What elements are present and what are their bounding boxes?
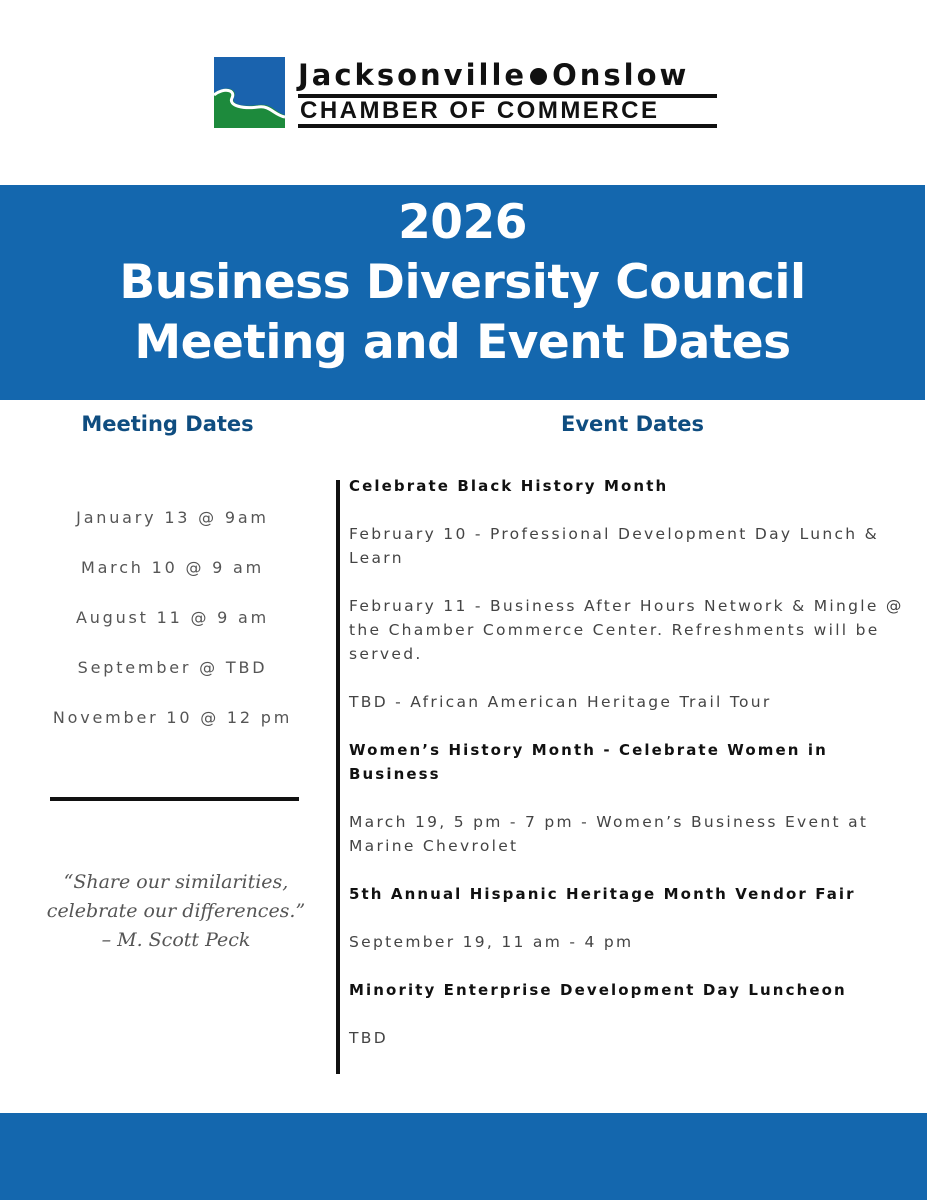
event-category: Minority Enterprise Development Day Luncheon [349,981,847,999]
footer-band [0,1113,927,1200]
event-item: September 19, 11 am - 4 pm [349,933,634,951]
logo-dot [530,68,547,85]
column-separator [336,480,340,1074]
banner-title-line2: Meeting and Event Dates [134,315,791,370]
event-category: 5th Annual Hispanic Heritage Month Vendor Fair [349,885,856,903]
chamber-logo [214,57,717,129]
logo-onslow: Onslow [552,58,690,92]
meeting-date: August 11 @ 9 am [75,608,270,627]
logo-jacksonville: Jacksonville [298,58,528,92]
meeting-dates-heading: Meeting Dates [81,412,254,436]
event-dates-list [349,474,919,1074]
logo-rule-bottom [298,124,717,128]
section-divider [50,797,299,801]
meeting-date: January 13 @ 9am [76,508,269,527]
quote-line1: “Share our similarities, [63,871,289,893]
meeting-date: September @ TBD [77,658,268,677]
event-category: Women’s History Month - Celebrate Women in Business [349,741,828,783]
logo-subtitle: CHAMBER OF COMMERCE [300,97,660,124]
event-dates-heading: Event Dates [561,412,704,436]
event-item: TBD - African American Heritage Trail Tour [349,693,772,711]
river-landscape-logo-icon [214,57,285,128]
meeting-dates-list [20,505,325,755]
logo-title [298,57,718,93]
banner-title-line1: Business Diversity Council [119,255,806,310]
event-item: March 19, 5 pm - 7 pm - Women’s Business Event at Marine Chevrolet [349,813,869,855]
quote-line2: celebrate our differences.” [46,900,306,922]
banner-year: 2026 [398,195,527,250]
event-item: February 11 - Business After Hours Network & Mingle @ the Chamber Commerce Center. Refreshments will be served. [349,597,904,663]
event-category: Celebrate Black History Month [349,477,669,495]
quote-block [36,868,316,955]
meeting-date: March 10 @ 9 am [80,558,265,577]
event-item: February 10 - Professional Development Day Lunch & Learn [349,525,880,567]
meeting-date: November 10 @ 12 pm [52,708,293,727]
event-item: TBD [349,1029,388,1047]
title-banner [0,185,925,400]
quote-author: – M. Scott Peck [101,929,251,951]
